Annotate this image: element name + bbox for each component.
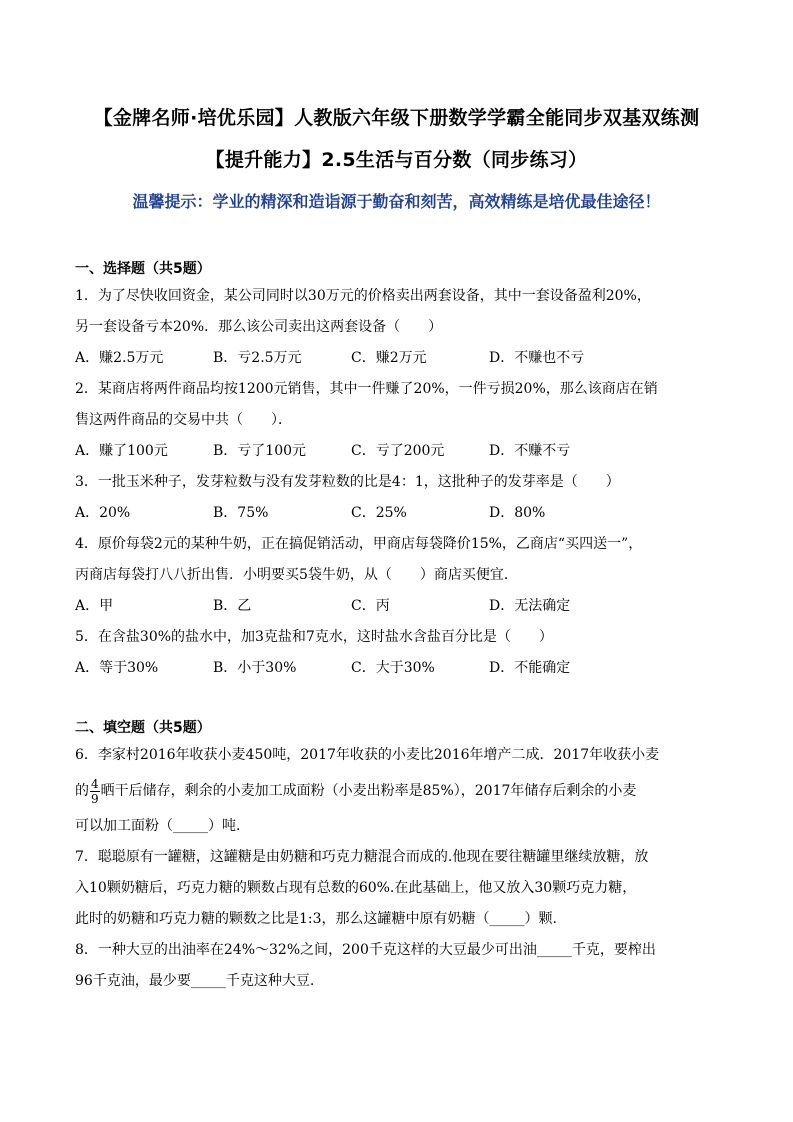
option-c: C．赚2万元	[351, 350, 427, 366]
question-line: 可以加工面粉（_____）吨.	[75, 818, 241, 834]
option-c: C．25%	[351, 505, 407, 521]
fraction-numerator: 4	[91, 776, 99, 791]
answer-options	[75, 653, 725, 684]
question-8	[75, 935, 725, 997]
option-d: D．80%	[489, 505, 546, 521]
answer-options	[75, 343, 725, 374]
question-4	[75, 529, 725, 622]
question-text: 晒干后储存，剩余的小麦加工成面粉（小麦出粉率是85%），2017年储存后剩余的小麦	[100, 783, 637, 799]
option-b: B．75%	[213, 505, 269, 521]
option-a: A．等于30%	[75, 660, 159, 676]
question-line: 96千克油，最少要_____千克这种大豆.	[75, 973, 315, 989]
option-b: B．乙	[213, 598, 252, 614]
section-heading-fill: 二、填空题（共5题）	[75, 720, 211, 736]
question-3	[75, 467, 725, 529]
question-1	[75, 281, 725, 374]
document-body	[75, 258, 725, 997]
question-line: 入10颗奶糖后，巧克力糖的颗数占现有总数的60%.在此基础上，他又放入30颗巧克力糖，	[75, 880, 637, 896]
question-line: 售这两件商品的交易中共（ ）．	[75, 412, 292, 428]
document-title-line2: 【提升能力】2.5生活与百分数（同步练习）	[205, 149, 588, 171]
fraction-denominator: 9	[91, 791, 99, 806]
question-line: 6．李家村2016年收获小麦450吨，2017年收获的小麦比2016年增产二成．2017年收获小麦	[75, 747, 660, 763]
option-d: D．无法确定	[489, 598, 571, 614]
question-6	[75, 740, 725, 842]
question-2	[75, 374, 725, 467]
question-line: 8．一种大豆的出油率在24%～32%之间，200千克这样的大豆最少可出油_____千克，要榨出	[75, 942, 656, 958]
question-line: 另一套设备亏本20%．那么该公司卖出这两套设备（ ）	[75, 319, 443, 335]
question-7	[75, 842, 725, 935]
option-a: A．赚了100元	[75, 443, 168, 459]
question-line	[75, 771, 725, 811]
option-b: B．小于30%	[213, 660, 297, 676]
question-line: 此时的奶糖和巧克力糖的颗数之比是1:3，那么这罐糖中原有奶糖（_____）颗.	[75, 911, 557, 927]
question-line: 丙商店每袋打八八折出售．小明要买5袋牛奶，从（ ）商店买便宜．	[75, 567, 518, 583]
choice-questions	[75, 281, 725, 684]
section-heading-choice: 一、选择题（共5题）	[75, 261, 211, 277]
answer-options	[75, 591, 725, 622]
option-d: D．不赚也不亏	[489, 350, 585, 366]
tip-text: 温馨提示：学业的精深和造诣源于勤奋和刻苦，高效精练是培优最佳途径！	[132, 192, 661, 211]
question-line: 1．为了尽快收回资金，某公司同时以30万元的价格卖出两套设备，其中一套设备盈利20%，	[75, 288, 651, 304]
option-b: B．亏2.5万元	[213, 350, 302, 366]
question-text: 的	[75, 783, 89, 799]
question-line: 7．聪聪原有一罐糖，这罐糖是由奶糖和巧克力糖混合而成的.他现在要往糖罐里继续放糖，放	[75, 849, 649, 865]
answer-options	[75, 436, 725, 467]
option-d: D．不赚不亏	[489, 443, 571, 459]
question-line: 4．原价每袋2元的某种牛奶，正在搞促销活动，甲商店每袋降价15%，乙商店“买四送一”，	[75, 536, 643, 552]
option-a: A．20%	[75, 505, 131, 521]
option-c: C．亏了200元	[351, 443, 445, 459]
option-d: D．不能确定	[489, 660, 571, 676]
document-title-line1: 【金牌名师·培优乐园】人教版六年级下册数学学霸全能同步双基双练测	[93, 107, 700, 129]
option-c: C．大于30%	[351, 660, 435, 676]
answer-options	[75, 498, 725, 529]
question-line: 2．某商店将两件商品均按1200元销售，其中一件赚了20%，一件亏损20%，那么该商店在销	[75, 381, 658, 397]
option-a: A．赚2.5万元	[75, 350, 164, 366]
option-a: A．甲	[75, 598, 114, 614]
question-line: 3．一批玉米种子，发芽粒数与没有发芽粒数的比是4：1，这批种子的发芽率是（ ）	[75, 474, 620, 490]
question-5	[75, 622, 725, 684]
option-b: B．亏了100元	[213, 443, 307, 459]
fraction	[90, 777, 100, 806]
question-line: 5．在含盐30%的盐水中，加3克盐和7克水，这时盐水含盐百分比是（ ）	[75, 629, 553, 645]
option-c: C．丙	[351, 598, 390, 614]
